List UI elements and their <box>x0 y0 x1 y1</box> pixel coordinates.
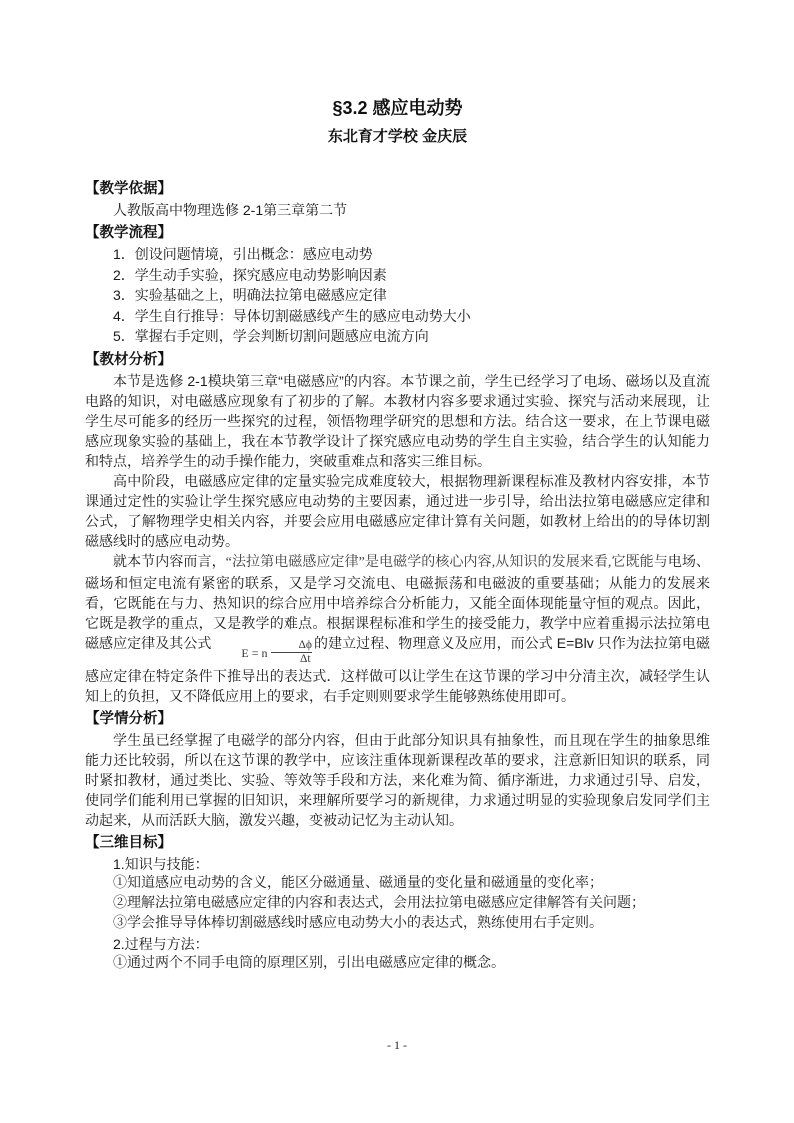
teaching-basis-text: 人教版高中物理选修 2-1第三章第二节 <box>113 202 348 218</box>
section-header-teaching-basis: 【教学依据】 <box>85 181 172 197</box>
para3-mid: 电场、磁场和恒定电流有紧密的联系，又是学习交流电、电磁振荡和电磁波的重要基础；从能力的发展来看，它既能在与力、热知识的综合应用中培养综合分析能力，又能全面体现能量守恒的观点。因此，它既是教学的重点，又是教学的难点。根据课程标准和学生的接受能力，教学中应着重揭示法拉第电磁感应定律及其公式 <box>85 552 711 651</box>
flow-item-3: 3．实验基础之上，明确法拉第电磁感应定律 <box>113 287 387 303</box>
goal-sub2-process-method: 2.过程与方法： <box>113 936 209 953</box>
formula-fraction <box>271 639 312 666</box>
section-header-material-analysis: 【教材分析】 <box>85 351 172 368</box>
goal-sub1-knowledge-skills: 1.知识与技能： <box>113 856 209 873</box>
goal-item-1-3: ③学会推导导体棒切割磁感线时感应电动势大小的表达式，熟练使用右手定则。 <box>113 916 603 932</box>
section-header-student-analysis: 【学情分析】 <box>85 711 172 728</box>
formula-denominator: Δt <box>271 652 312 666</box>
para3-quoted-law: “法拉第电磁感应定律”是电磁学的核心内容,从知识的发展来看,它既能与 <box>225 554 668 570</box>
page-number: - 1 - <box>387 1038 407 1052</box>
flow-item-4: 4．学生自行推导：导体切割磁感线产生的感应电动势大小 <box>113 307 471 324</box>
formula-lhs: E = n <box>241 645 268 660</box>
para3-tail: 的建立过程、物理意义及应用，而公式 E=Blv 只作为法拉第电磁感应定律在特定条件下推导出的表达式．这样做可以让学生在这节课的学习中分清主次，减轻学生认知上的负担，又不降低应用上的要求，右手定则则要求学生能够熟练使用即可。 <box>85 634 710 705</box>
goal-item-1-2: ②理解法拉第电磁感应定律的内容和表达式，会用法拉第电磁感应定律解答有关问题； <box>113 896 645 912</box>
student-analysis-para: 学生虽已经掌握了电磁学的部分内容，但由于此部分知识具有抽象性，而且现在学生的抽象思维能力还比较弱，所以在这节课的教学中，应该注重体现新课程改革的要求，注意新旧知识的联系，同时紧扣教材，通过类比、实验、等效等手段和方法，来化难为简、循序渐进，力求通过引导、启发，使同学们能利用已掌握的旧知识，来理解所要学习的新规律，力求通过明显的实验现象启发同学们主动起来，从而活跃大脑，激发兴趣，变被动记忆为主动认知。 <box>85 732 710 829</box>
material-analysis-para-3 <box>85 551 710 707</box>
flow-item-5: 5．掌握右手定则，学会判断切割问题感应电流方向 <box>113 328 429 344</box>
section-header-three-dimensional-goals: 【三维目标】 <box>85 835 172 852</box>
material-analysis-para-1: 本节是选修 2-1模块第三章“电磁感应”的内容。本节课之前，学生已经学习了电场、磁场以及直流电路的知识，对电磁感应现象有了初步的了解。本教材内容多要求通过实验、探究与活动来展现，让学生尽可能多的经历一些探究的过程，领悟物理学研究的思想和方法。结合这一要求，在上节课电磁感应现象实验的基础上，我在本节教学设计了探究感应电动势的学生自主实验，结合学生的认知能力和特点，培养学生的动手操作能力，突破重难点和落实三维目标。 <box>85 372 710 469</box>
doc-title: §3.2 感应电动势 <box>332 98 463 118</box>
formula-numerator: Δϕ <box>298 638 312 651</box>
flow-item-2: 2．学生动手实验，探究感应电动势影响因素 <box>113 266 387 283</box>
para3-lead: 就本节内容而言， <box>113 552 226 569</box>
faraday-law-formula <box>213 639 312 666</box>
goal-item-2-1: ①通过两个不同手电筒的原理区别，引出电磁感应定律的概念。 <box>113 956 505 972</box>
doc-subtitle: 东北育才学校 金庆辰 <box>327 128 468 145</box>
goal-item-1-1: ①知道感应电动势的含义，能区分磁通量、磁通量的变化量和磁通量的变化率； <box>113 876 603 892</box>
section-header-teaching-flow: 【教学流程】 <box>85 225 172 241</box>
flow-item-1: 1．创设问题情境，引出概念：感应电动势 <box>113 246 373 262</box>
material-analysis-para-2: 高中阶段，电磁感应定律的定量实验完成难度较大，根据物理新课程标准及教材内容安排，本节课通过定性的实验让学生探究感应电动势的主要因素，通过进一步引导，给出法拉第电磁感应定律和公式，了解物理学史相关内容，并要会应用电磁感应定律计算有关问题，如教材上给出的的导体切割磁感线时的感应电动势。 <box>85 472 710 549</box>
